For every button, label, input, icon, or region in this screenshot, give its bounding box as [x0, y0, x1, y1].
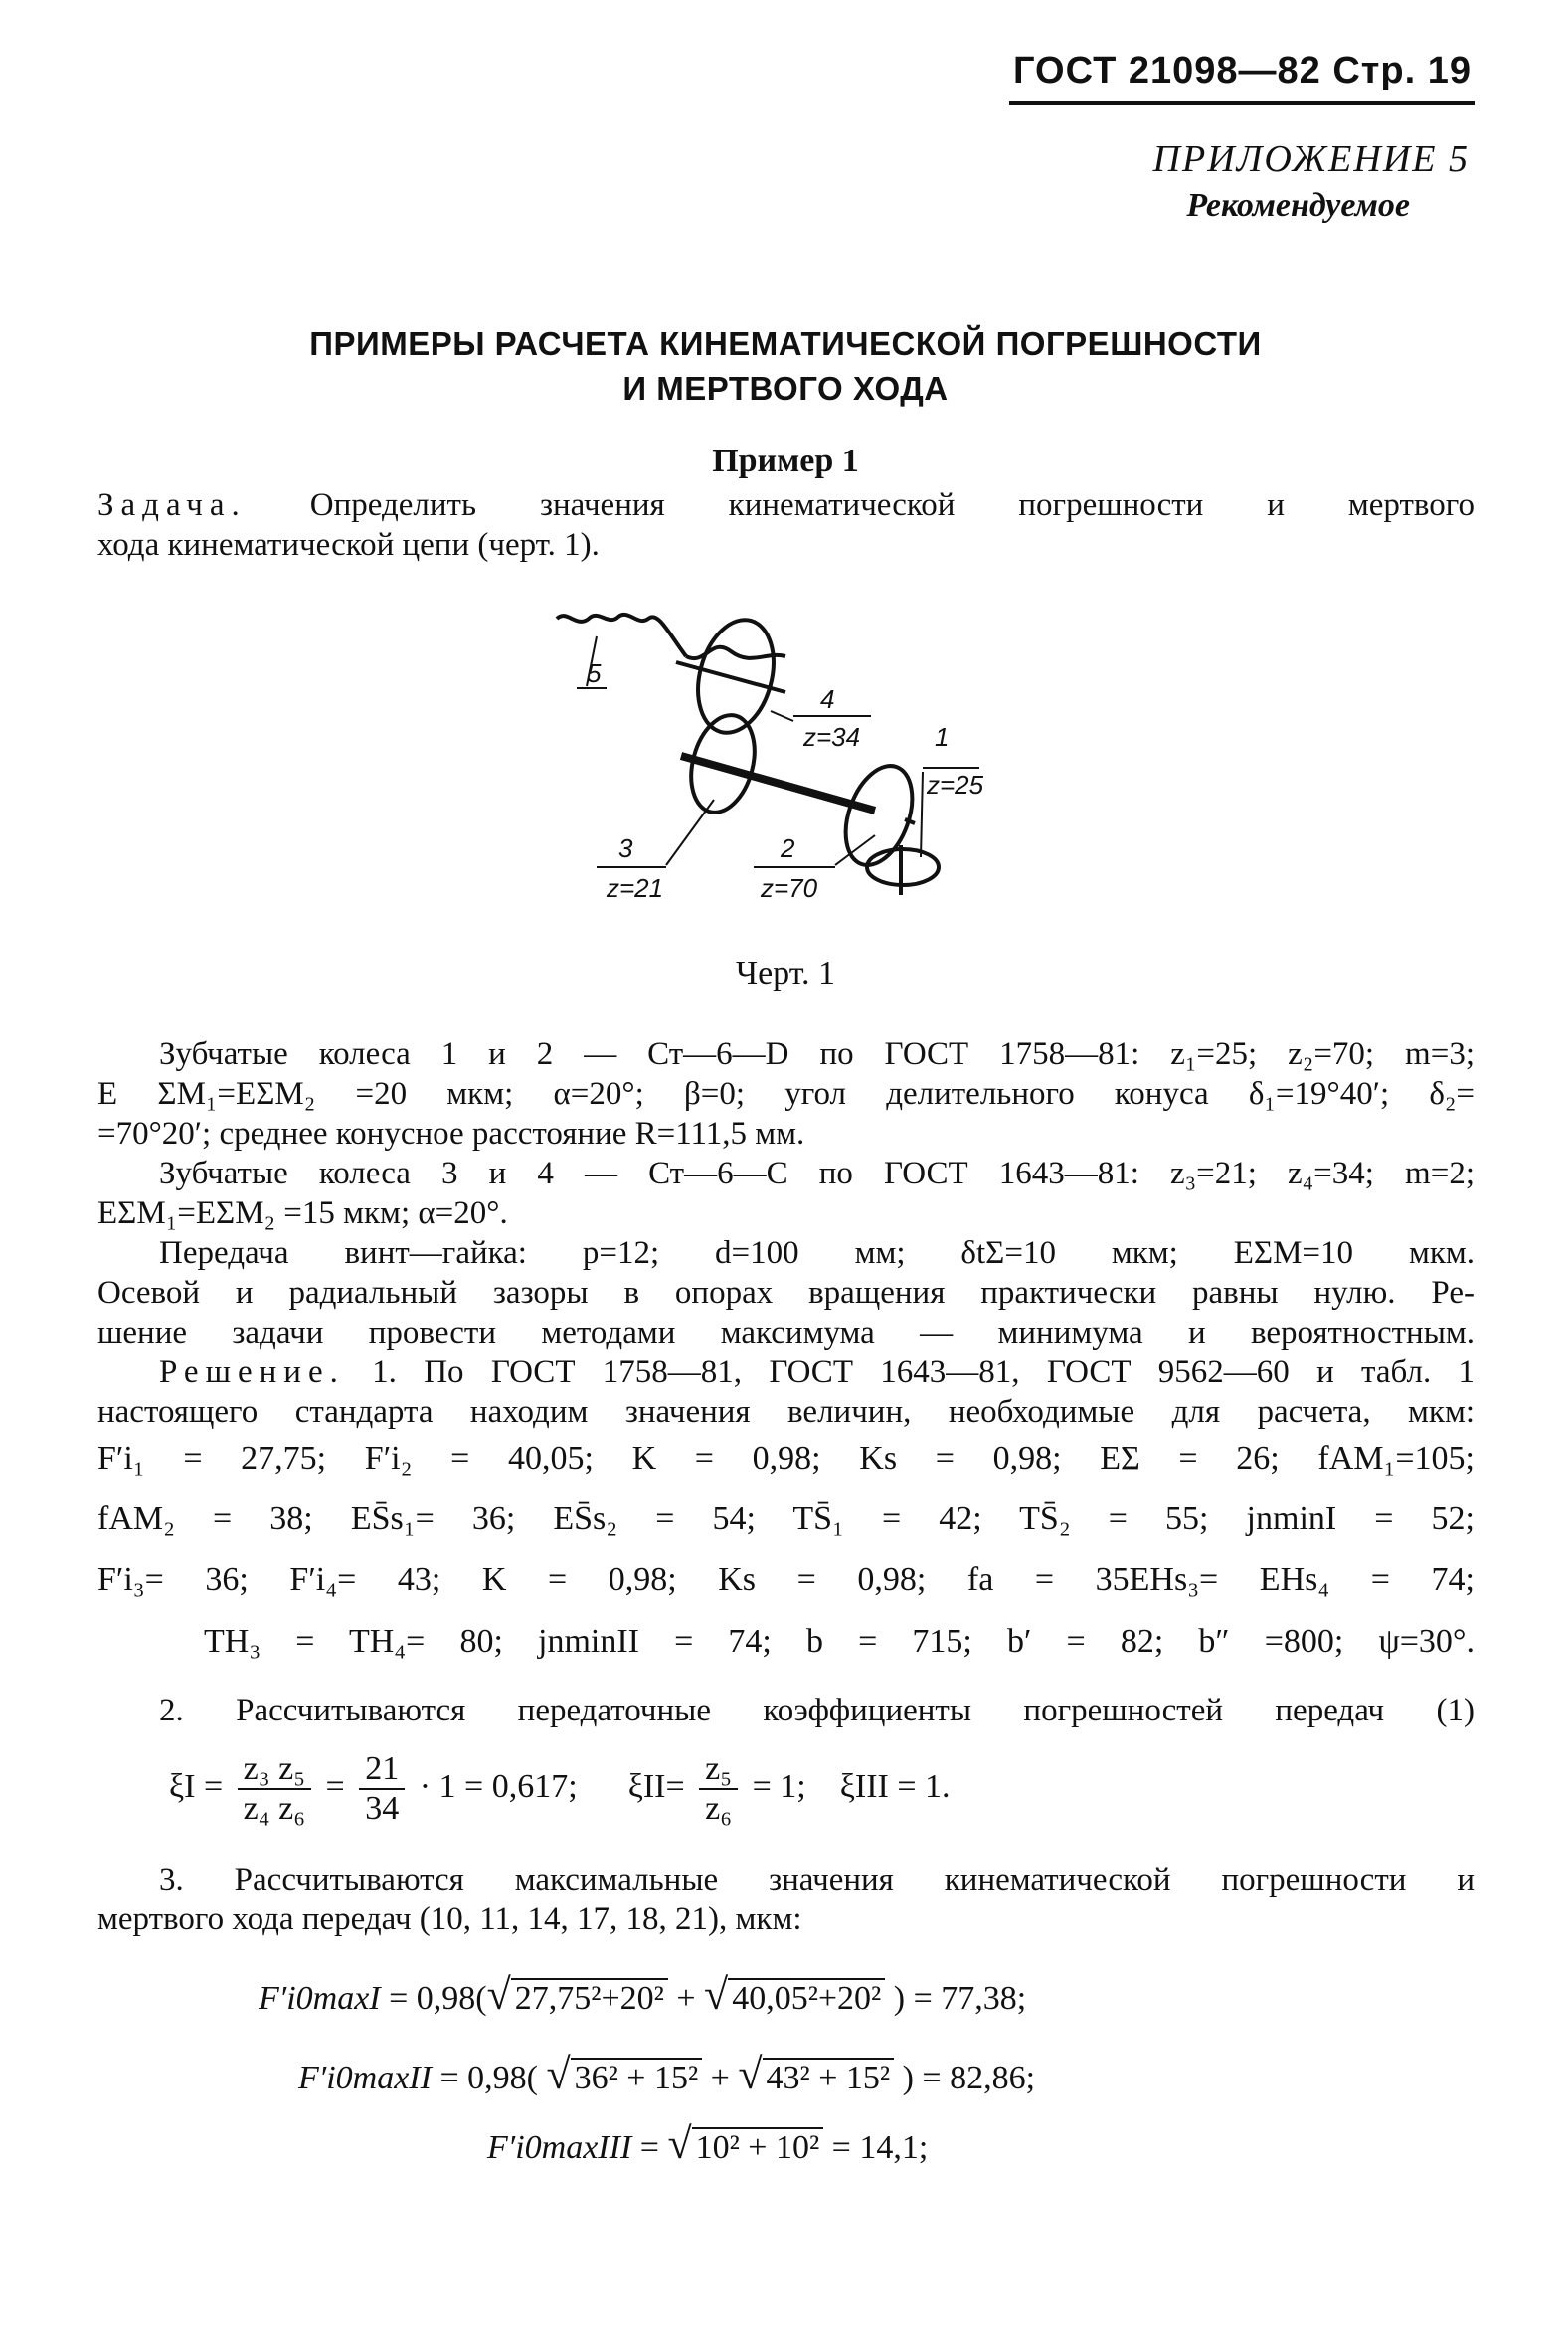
figure-caption: Черт. 1: [735, 955, 836, 992]
result-2-pre: = 0,98(: [439, 2060, 547, 2096]
gears12-line2: E ΣM₁=EΣM₂ =20 мкм; α=20°; β=0; угол делительного конуса δ₁=19°40′; δ₂=: [97, 1076, 1475, 1112]
gears12-line3: =70°20′; среднее конусное расстояние R=111,5 мм.: [97, 1116, 805, 1152]
appendix-title: ПРИЛОЖЕНИЕ 5: [1152, 138, 1470, 180]
label-3: 3: [618, 833, 633, 863]
step3-line2: мертвого хода передач (10, 11, 14, 17, 18, 21), мкм:: [97, 1901, 802, 1937]
ratio-formula: [169, 1750, 951, 1828]
ratio-result-1: · 1 = 0,617;: [419, 1767, 578, 1805]
appendix-subtitle: Рекомендуемое: [1186, 187, 1410, 224]
result-3: [487, 2118, 928, 2169]
gears12-line1: Зубчатые колеса 1 и 2 — Ст—6—D по ГОСТ 1758—81: z₁=25; z₂=70; m=3;: [159, 1036, 1475, 1072]
shaft-gear4: [676, 662, 785, 692]
task-line-2: хода кинематической цепи (черт. 1).: [97, 527, 600, 563]
label-1: 1: [935, 722, 950, 752]
result-1-post: ) = 77,38;: [885, 1980, 1027, 2017]
label-z2: z=70: [761, 873, 818, 903]
gear-4: [686, 612, 785, 742]
result-2-plus: +: [702, 2060, 739, 2096]
result-2-post: ) = 82,86;: [894, 2060, 1036, 2096]
leader-1: [921, 772, 923, 857]
label-2: 2: [781, 833, 795, 863]
leader-3: [666, 800, 714, 865]
fraction-1: [238, 1750, 311, 1828]
solution-label: Решение.: [159, 1355, 345, 1390]
result-3-radicand: 10² + 10²: [692, 2127, 824, 2166]
fraction-3-den: z₆: [705, 1790, 733, 1827]
xi3-expression: ξIII = 1.: [839, 1767, 951, 1805]
screw-thread-wave: [557, 615, 686, 656]
radical-icon: √: [667, 2119, 692, 2168]
values-row-4: TH₃ = TH₄= 80; jnminII = 74; b = 715; b′ = 82; b″ =800; ψ=30°.: [204, 1623, 1475, 1660]
result-2-radicand-1: 36² + 15²: [571, 2058, 703, 2096]
radical-icon: √: [704, 1970, 729, 2019]
label-5: 5: [587, 658, 602, 688]
task-text: Определить значения кинематической погрешности и мертвого: [309, 487, 1475, 523]
radical-icon: √: [486, 1970, 511, 2019]
label-z1: z=25: [927, 770, 984, 800]
xi1-symbol: ξI =: [169, 1767, 224, 1805]
result-2-radicand-2: 43² + 15²: [763, 2058, 895, 2096]
fraction-2-num: 21: [359, 1750, 405, 1790]
radical-icon: √: [546, 2050, 571, 2098]
kinematic-chain-figure: [537, 597, 1034, 925]
result-1-pre: = 0,98(: [389, 1980, 487, 2017]
screw-line1: Передача винт—гайка: p=12; d=100 мм; δtΣ=10 мкм; EΣM=10 мкм.: [159, 1235, 1475, 1271]
main-shaft: [681, 756, 875, 811]
result-2-lhs: F′i0maxII: [298, 2060, 432, 2096]
values-row-2: fAM₂ = 38; ES̄s₁= 36; ES̄s₂ = 54; TS̄₁ = 42; TS̄₂ = 55; jnminI = 52;: [97, 1500, 1475, 1537]
label-z3: z=21: [607, 873, 664, 903]
fraction-3-num: z₅: [699, 1750, 738, 1790]
values-row-1: F′i₁ = 27,75; F′i₂ = 40,05; K = 0,98; Ks = 0,98; EΣ = 26; fAM₁=105;: [97, 1440, 1475, 1477]
fraction-2: [359, 1750, 405, 1828]
fraction-3: [699, 1750, 738, 1828]
result-3-pre: =: [639, 2129, 668, 2166]
task-line-1: [97, 485, 1475, 525]
radical-icon: √: [738, 2050, 763, 2098]
result-3-lhs: F′i0maxIII: [487, 2129, 632, 2166]
header-rule: [1009, 101, 1475, 105]
values-row-3: F′i₃= 36; F′i₄= 43; K = 0,98; Ks = 0,98; fa = 35EHs₃= EHs₄ = 74;: [97, 1561, 1475, 1598]
fraction-1-den: z₄ z₆: [243, 1790, 306, 1827]
result-1-radicand-1: 27,75²+20²: [511, 1978, 668, 2017]
page-header: ГОСТ 21098—82 Стр. 19: [1012, 50, 1472, 91]
leader-4: [771, 711, 793, 721]
section-title-line2: И МЕРТВОГО ХОДА: [622, 370, 949, 407]
solution-line1: [159, 1353, 1475, 1392]
example-heading: Пример 1: [712, 443, 859, 479]
step3-line1: 3. Рассчитываются максимальные значения кинематической погрешности и: [159, 1862, 1475, 1898]
equals-sign: =: [325, 1767, 345, 1805]
xi2-symbol: ξII=: [627, 1767, 685, 1805]
result-1-lhs: F′i0maxI: [259, 1980, 381, 2017]
solution-text: 1. По ГОСТ 1758—81, ГОСТ 1643—81, ГОСТ 9562—60 и табл. 1: [372, 1355, 1475, 1390]
label-4: 4: [820, 684, 835, 714]
task-label: Задача.: [97, 487, 247, 523]
result-1-radicand-2: 40,05²+20²: [728, 1978, 885, 2017]
result-1-plus: +: [667, 1980, 705, 2017]
solution-line2: настоящего стандарта находим значения величин, необходимые для расчета, мкм:: [97, 1394, 1475, 1430]
result-1: [259, 1969, 1026, 2020]
fraction-2-den: 34: [365, 1790, 400, 1827]
gears34-line2: EΣM₁=EΣM₂ =15 мкм; α=20°.: [97, 1195, 508, 1231]
screw-line2: Осевой и радиальный зазоры в опорах вращения практически равны нулю. Ре-: [97, 1275, 1475, 1311]
result-2: [298, 2049, 1035, 2099]
gears34-line1: Зубчатые колеса 3 и 4 — Ст—6—C по ГОСТ 1643—81: z₃=21; z₄=34; m=2;: [159, 1156, 1475, 1191]
step2-text: 2. Рассчитываются передаточные коэффициенты погрешностей передач (1): [159, 1693, 1475, 1728]
screw-line3: шение задачи провести методами максимума — минимума и вероятностным.: [97, 1315, 1475, 1351]
label-z4: z=34: [803, 722, 861, 752]
ratio-result-2: = 1;: [752, 1767, 806, 1805]
result-3-post: = 14,1;: [823, 2129, 929, 2166]
section-title-line1: ПРИМЕРЫ РАСЧЕТА КИНЕМАТИЧЕСКОЙ ПОГРЕШНОСТИ: [309, 325, 1262, 362]
fraction-1-num: z₃ z₅: [238, 1750, 311, 1790]
